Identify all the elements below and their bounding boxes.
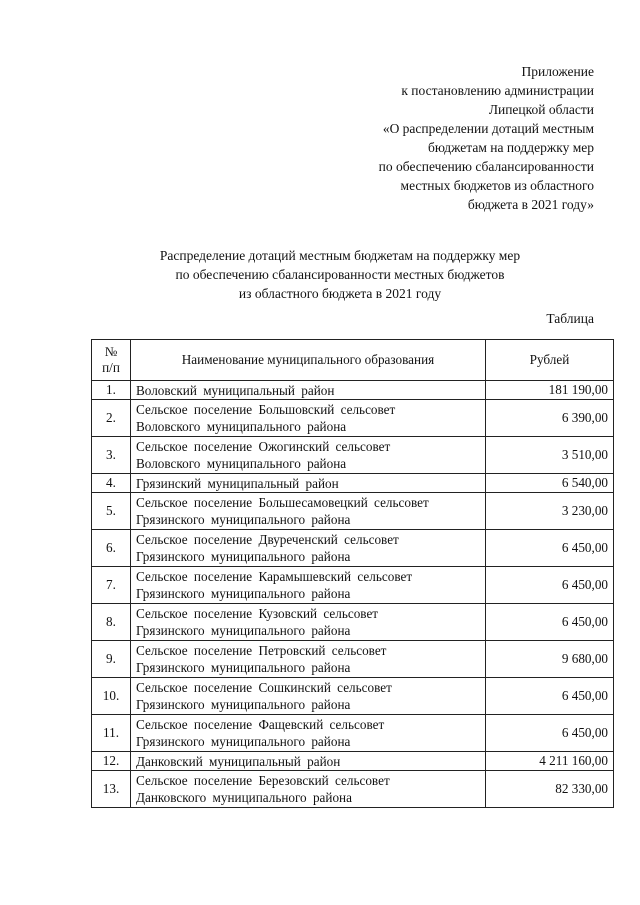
- table-row: [92, 381, 614, 400]
- title-line: из областного бюджета в 2021 году: [238, 286, 442, 301]
- row-name: [131, 604, 486, 641]
- row-name: [131, 678, 486, 715]
- row-number: 11.: [92, 715, 131, 752]
- row-sum: 6 450,00: [486, 604, 614, 641]
- table-row: [92, 771, 614, 808]
- document-title: [60, 246, 620, 303]
- row-sum: 4 211 160,00: [486, 752, 614, 771]
- table-row: [92, 641, 614, 678]
- row-sum: 6 450,00: [486, 530, 614, 567]
- appendix-line: к постановлению администрации: [401, 83, 594, 98]
- row-name-line: Сельское поселение Фащевский сельсовет: [136, 717, 385, 732]
- row-name: [131, 530, 486, 567]
- row-number: 1.: [92, 381, 131, 400]
- row-name-line: Грязинского муниципального района: [136, 549, 351, 564]
- title-line: по обеспечению сбалансированности местных бюджетов: [175, 267, 505, 282]
- appendix-heading: [314, 62, 594, 214]
- row-sum: 3 230,00: [486, 493, 614, 530]
- row-number: 3.: [92, 437, 131, 474]
- header-sum: Рублей: [486, 340, 614, 381]
- row-number: 9.: [92, 641, 131, 678]
- row-number: 2.: [92, 400, 131, 437]
- row-name: [131, 641, 486, 678]
- row-name: [131, 400, 486, 437]
- row-name: [131, 437, 486, 474]
- row-number: 12.: [92, 752, 131, 771]
- row-sum: 9 680,00: [486, 641, 614, 678]
- row-name-line: Сельское поселение Большесамовецкий сельсовет: [136, 495, 429, 510]
- row-sum: 6 540,00: [486, 474, 614, 493]
- row-name-line: Грязинского муниципального района: [136, 697, 351, 712]
- row-name-line: Грязинского муниципального района: [136, 586, 351, 601]
- row-name-line: Воловского муниципального района: [136, 456, 347, 471]
- header-number-line1: №: [104, 344, 118, 359]
- row-name-line: Сельское поселение Большовский сельсовет: [136, 402, 396, 417]
- subsidy-table: [91, 339, 614, 808]
- row-number: 5.: [92, 493, 131, 530]
- header-number-line2: п/п: [102, 360, 120, 375]
- row-name-line: Грязинского муниципального района: [136, 660, 351, 675]
- row-name-line: Грязинский муниципальный район: [136, 475, 339, 491]
- row-name-line: Данковского муниципального района: [136, 790, 352, 805]
- row-sum: 6 390,00: [486, 400, 614, 437]
- row-sum: 6 450,00: [486, 715, 614, 752]
- row-sum: 3 510,00: [486, 437, 614, 474]
- row-name-line: Грязинского муниципального района: [136, 623, 351, 638]
- table-row: [92, 604, 614, 641]
- row-name-line: Грязинского муниципального района: [136, 512, 351, 527]
- row-name: [131, 474, 486, 493]
- table-row: [92, 678, 614, 715]
- appendix-line: Приложение: [521, 64, 594, 79]
- row-name-line: Сельское поселение Двуреченский сельсовет: [136, 532, 399, 547]
- row-name: [131, 771, 486, 808]
- row-name: [131, 715, 486, 752]
- table-row: [92, 567, 614, 604]
- row-number: 4.: [92, 474, 131, 493]
- row-name: [131, 567, 486, 604]
- appendix-line: Липецкой области: [488, 102, 594, 117]
- table-row: [92, 493, 614, 530]
- row-number: 8.: [92, 604, 131, 641]
- row-name-line: Сельское поселение Сошкинский сельсовет: [136, 680, 392, 695]
- row-name-line: Грязинского муниципального района: [136, 734, 351, 749]
- appendix-line: по обеспечению сбалансированности: [378, 159, 594, 174]
- title-line: Распределение дотаций местным бюджетам на поддержку мер: [159, 248, 521, 263]
- row-name-line: Воловского муниципального района: [136, 419, 347, 434]
- table-header-row: [92, 340, 614, 381]
- appendix-line: местных бюджетов из областного: [400, 178, 594, 193]
- row-sum: 82 330,00: [486, 771, 614, 808]
- appendix-line: бюджетам на поддержку мер: [427, 140, 594, 155]
- row-name: [131, 381, 486, 400]
- row-number: 7.: [92, 567, 131, 604]
- row-number: 10.: [92, 678, 131, 715]
- table-body: [92, 381, 614, 808]
- table-label: Таблица: [546, 311, 594, 326]
- row-number: 6.: [92, 530, 131, 567]
- row-sum: 6 450,00: [486, 678, 614, 715]
- row-name-line: Сельское поселение Кузовский сельсовет: [136, 606, 379, 621]
- table-row: [92, 752, 614, 771]
- header-name: Наименование муниципального образования: [131, 340, 486, 381]
- table-row: [92, 715, 614, 752]
- row-name-line: Сельское поселение Петровский сельсовет: [136, 643, 387, 658]
- row-sum: 6 450,00: [486, 567, 614, 604]
- row-name: [131, 752, 486, 771]
- appendix-line: «О распределении дотаций местным: [382, 121, 594, 136]
- row-name-line: Данковский муниципальный район: [136, 753, 341, 769]
- row-name-line: Сельское поселение Карамышевский сельсовет: [136, 569, 413, 584]
- row-name-line: Сельское поселение Березовский сельсовет: [136, 773, 390, 788]
- appendix-line: бюджета в 2021 году»: [467, 197, 594, 212]
- row-name-line: Сельское поселение Ожогинский сельсовет: [136, 439, 391, 454]
- table-row: [92, 530, 614, 567]
- row-name-line: Воловский муниципальный район: [136, 382, 335, 398]
- row-number: 13.: [92, 771, 131, 808]
- table-row: [92, 474, 614, 493]
- table-row: [92, 400, 614, 437]
- header-number: [92, 340, 131, 381]
- table-row: [92, 437, 614, 474]
- row-sum: 181 190,00: [486, 381, 614, 400]
- row-name: [131, 493, 486, 530]
